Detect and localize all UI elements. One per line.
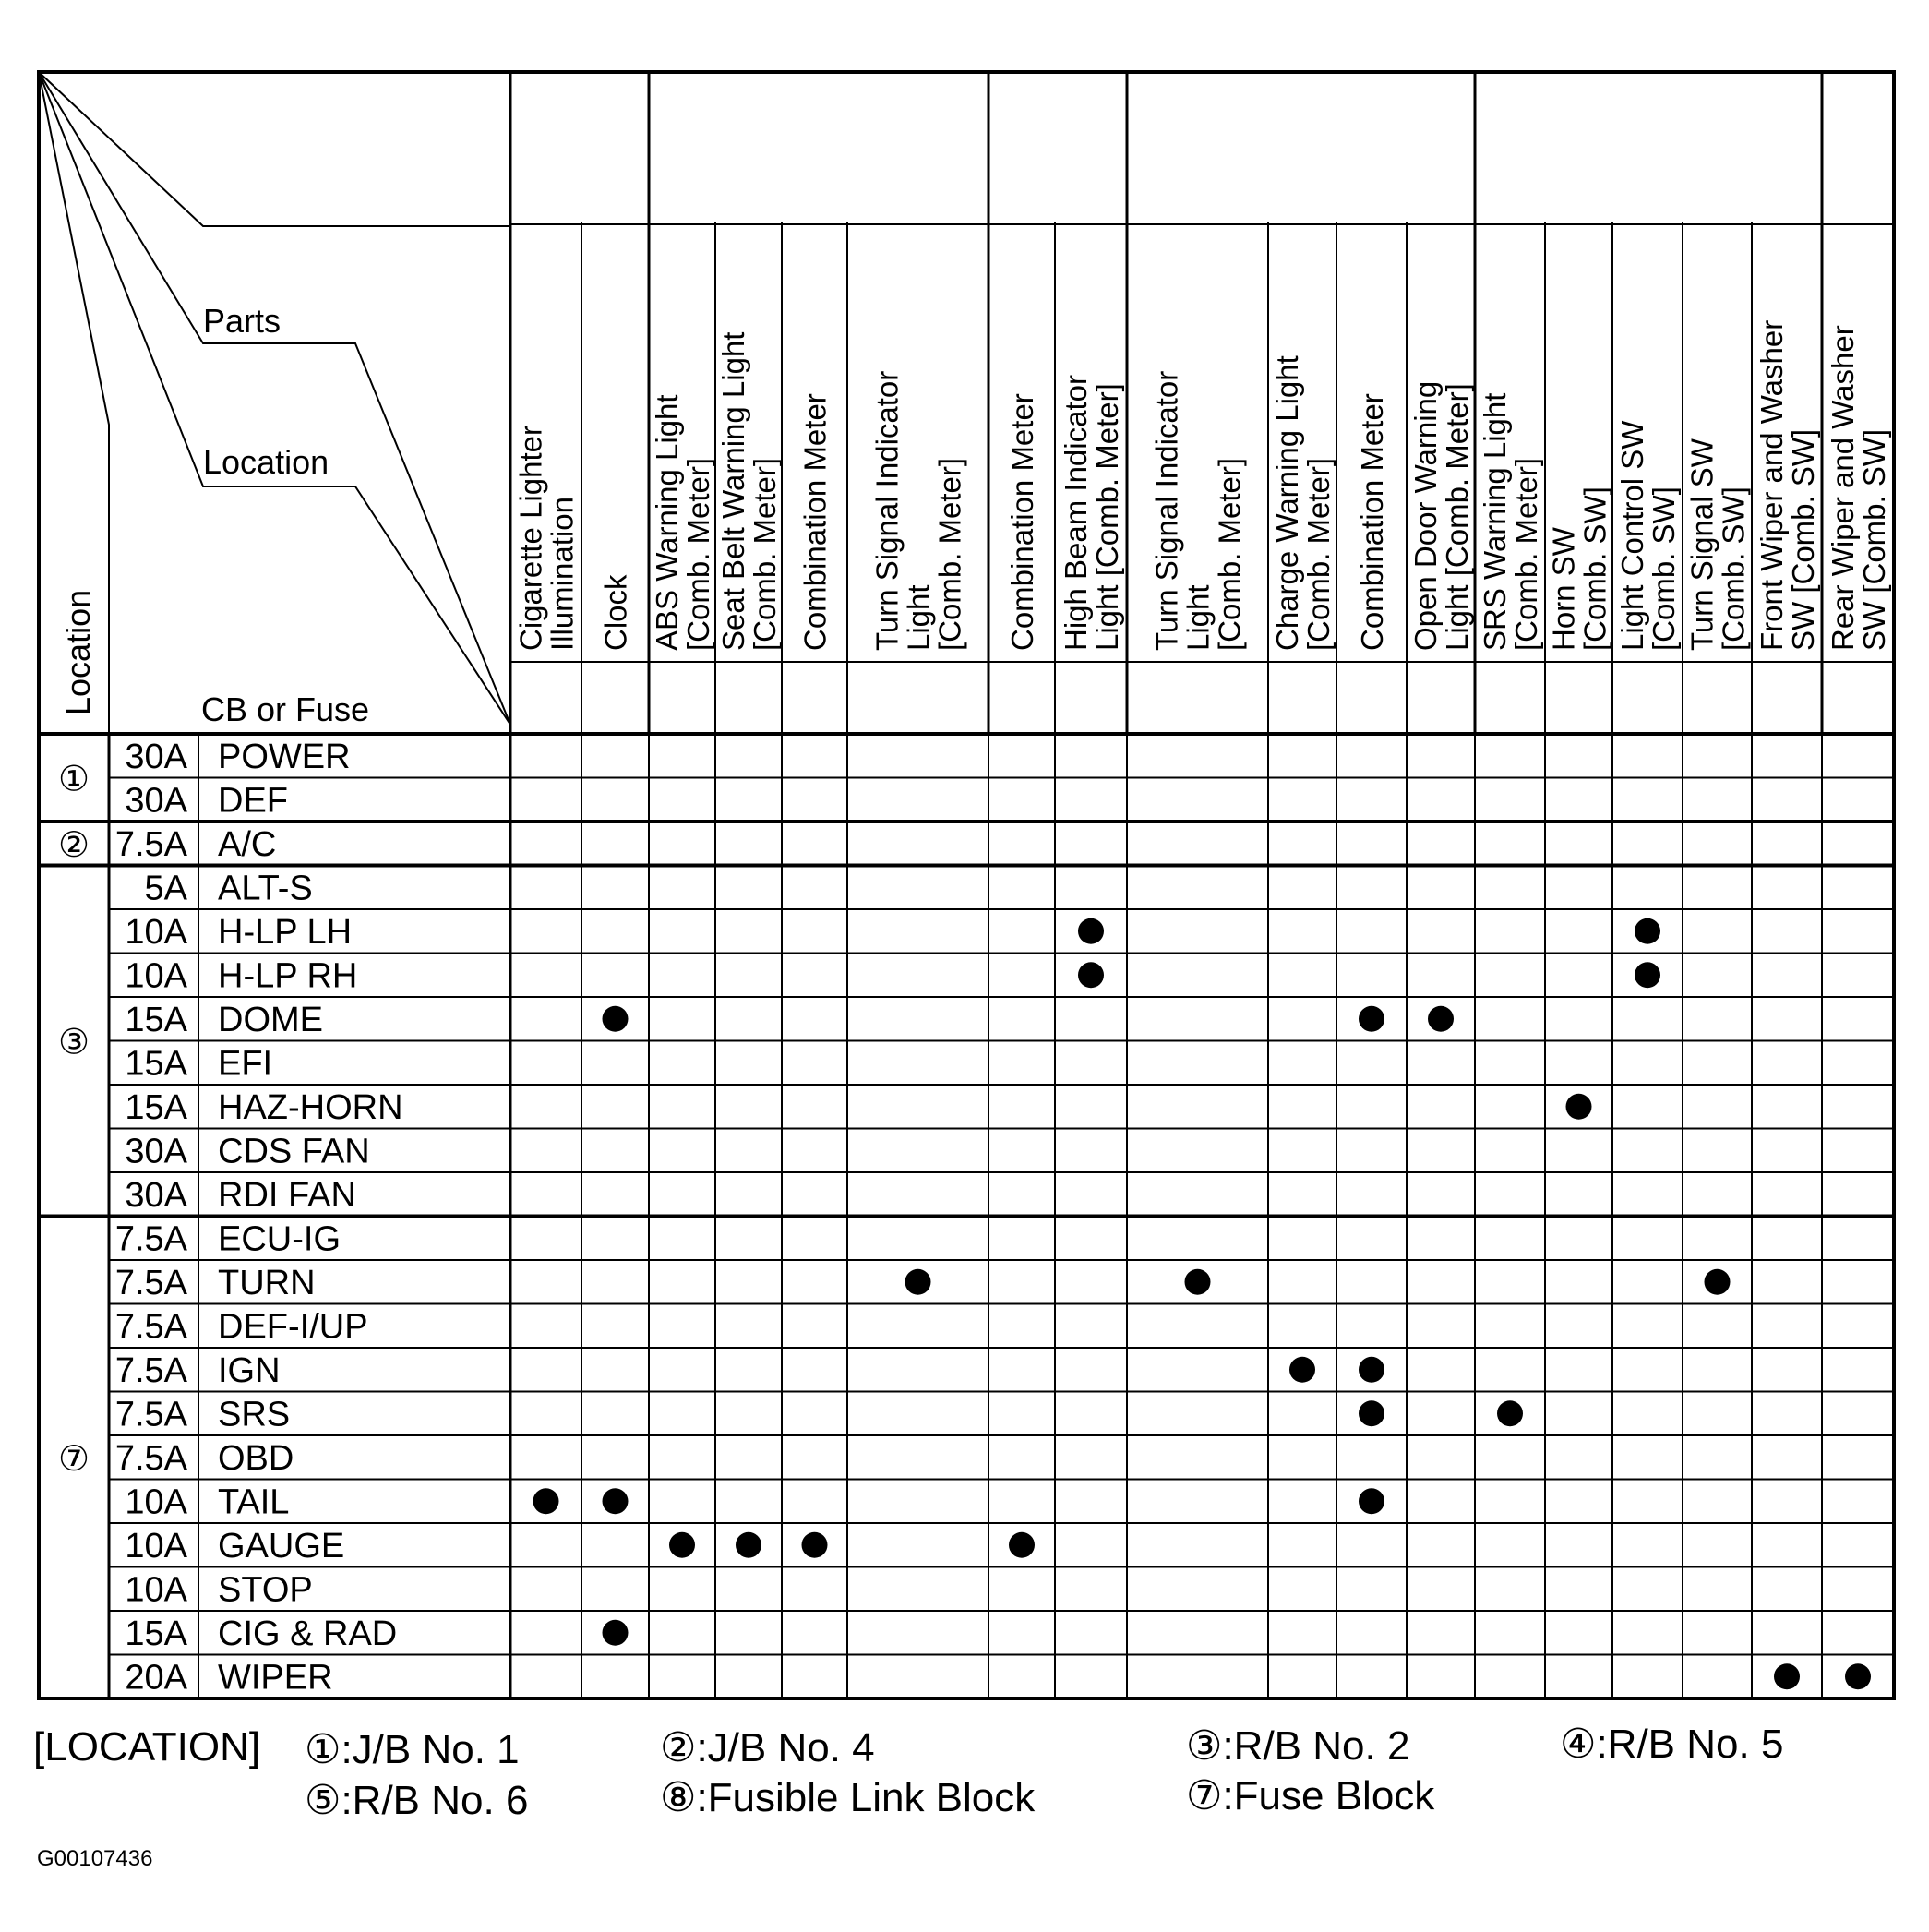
connection-dot xyxy=(669,1532,695,1558)
column-header: Combination Meter xyxy=(797,393,833,651)
fuse-amperage: 10A xyxy=(125,1482,187,1522)
location-symbol: ③ xyxy=(57,1023,90,1062)
legend-title: [LOCATION] xyxy=(33,1724,261,1770)
connection-dot xyxy=(1566,1094,1592,1120)
column-header: [Comb. SW] xyxy=(1716,486,1751,651)
legend-location-7: ⑦:Fuse Block xyxy=(1186,1773,1435,1818)
fuse-amperage: 7.5A xyxy=(114,1219,187,1259)
column-header: Combination Meter xyxy=(1355,393,1389,651)
connection-dot xyxy=(1078,962,1104,988)
fuse-name: TAIL xyxy=(218,1482,290,1522)
fuse-amperage: 10A xyxy=(125,956,187,996)
column-header: Illumination xyxy=(545,497,580,651)
fuse-name: ECU-IG xyxy=(218,1219,341,1259)
fuse-amperage: 20A xyxy=(125,1658,187,1698)
column-header: Turn Signal Indicator xyxy=(869,370,905,651)
column-header: [Comb. Meter] xyxy=(932,457,967,651)
connection-dot xyxy=(1009,1532,1035,1558)
fuse-name: DOME xyxy=(218,1000,323,1039)
connection-dot xyxy=(1497,1400,1523,1426)
cb-or-fuse-label: CB or Fuse xyxy=(201,690,370,728)
fuse-amperage: 5A xyxy=(144,869,187,908)
fuse-name: EFI xyxy=(218,1044,273,1084)
fuse-name: HAZ-HORN xyxy=(218,1087,403,1127)
fuse-amperage: 7.5A xyxy=(114,1395,187,1434)
column-header: High Beam Indicator xyxy=(1059,375,1093,651)
column-header: Rear Wiper and Washer xyxy=(1826,325,1860,651)
column-header: [Comb. Meter] xyxy=(681,457,715,651)
column-header: Turn Signal SW xyxy=(1684,438,1719,651)
connection-dot xyxy=(1635,962,1660,988)
column-header: Charge Warning Light xyxy=(1270,355,1304,651)
fuse-amperage: 15A xyxy=(125,1044,187,1084)
fuse-name: RDI FAN xyxy=(218,1175,356,1215)
figure-code: G00107436 xyxy=(37,1846,153,1871)
fuse-name: ALT-S xyxy=(218,869,313,908)
connection-dot xyxy=(1845,1663,1871,1689)
column-header: Light [Comb. Meter] xyxy=(1440,383,1474,651)
column-header: Light [Comb. Meter] xyxy=(1090,383,1124,651)
fuse-name: GAUGE xyxy=(218,1526,345,1566)
legend-location-2: ②:J/B No. 4 xyxy=(660,1725,875,1770)
connection-dot xyxy=(1359,1006,1384,1032)
fuse-amperage: 7.5A xyxy=(114,1263,187,1302)
fuse-amperage: 7.5A xyxy=(114,1307,187,1347)
fuse-name: OBD xyxy=(218,1438,294,1478)
row-location-label: Location xyxy=(59,589,97,715)
column-header: SRS Warning Light xyxy=(1478,392,1512,651)
fuse-name: CDS FAN xyxy=(218,1132,370,1171)
fuse-amperage: 7.5A xyxy=(114,1350,187,1390)
diagonal-parts-top xyxy=(39,72,510,226)
column-header: Horn SW xyxy=(1546,527,1581,651)
connection-dot xyxy=(603,1006,629,1032)
fuse-amperage: 30A xyxy=(125,781,187,821)
fuse-name: H-LP RH xyxy=(218,956,358,996)
fuse-amperage: 15A xyxy=(125,1087,187,1127)
connection-dot xyxy=(1359,1357,1384,1383)
fuse-name: WIPER xyxy=(218,1658,333,1698)
connection-dot xyxy=(1635,918,1660,944)
fuse-amperage: 7.5A xyxy=(114,1438,187,1478)
column-header: Combination Meter xyxy=(1005,393,1039,651)
legend-location-4: ④:R/B No. 5 xyxy=(1560,1722,1784,1767)
connection-dot xyxy=(603,1620,629,1646)
fuse-amperage: 7.5A xyxy=(114,824,187,864)
connection-dot xyxy=(1428,1006,1454,1032)
column-header: [Comb. SW] xyxy=(1577,486,1612,651)
parts-label: Parts xyxy=(203,302,282,340)
column-header: Clock xyxy=(598,574,633,651)
legend-location-1: ①:J/B No. 1 xyxy=(305,1727,520,1772)
connection-dot xyxy=(905,1269,931,1295)
legend-location-3: ③:R/B No. 2 xyxy=(1186,1723,1410,1769)
location-label: Location xyxy=(203,443,329,481)
fuse-name: DEF xyxy=(218,781,288,821)
column-header: [Comb. SW] xyxy=(1647,486,1681,651)
column-header: [Comb. Meter] xyxy=(748,457,782,651)
column-header: Cigarette Lighter xyxy=(513,426,548,651)
connection-dot xyxy=(533,1488,559,1514)
location-symbol: ⑦ xyxy=(57,1439,90,1479)
fuse-amperage: 10A xyxy=(125,1526,187,1566)
fuse-name: CIG & RAD xyxy=(218,1614,398,1653)
legend-location-8: ⑧:Fusible Link Block xyxy=(660,1775,1036,1820)
fuse-name: H-LP LH xyxy=(218,912,353,952)
connection-dot xyxy=(802,1532,828,1558)
column-header: Front Wiper and Washer xyxy=(1755,319,1789,651)
connection-dot xyxy=(736,1532,761,1558)
column-header: [Comb. Meter] xyxy=(1509,457,1543,651)
column-header: Turn Signal Indicator xyxy=(1149,370,1184,651)
fuse-name: DEF-I/UP xyxy=(218,1307,368,1347)
fuse-name: A/C xyxy=(218,824,277,864)
column-header: SW [Comb. SW] xyxy=(1857,428,1891,651)
connection-dot xyxy=(1289,1357,1315,1383)
connection-dot xyxy=(1078,918,1104,944)
location-symbol: ① xyxy=(57,760,90,799)
fuse-name: TURN xyxy=(218,1263,316,1302)
column-header: Light xyxy=(901,584,936,651)
column-header: [Comb. Meter] xyxy=(1212,457,1247,651)
fuse-amperage: 10A xyxy=(125,1570,187,1610)
column-header: Light xyxy=(1180,584,1216,651)
location-symbol: ② xyxy=(57,825,90,865)
fuse-name: POWER xyxy=(218,737,351,776)
fuse-amperage: 30A xyxy=(125,737,187,776)
connection-dot xyxy=(1359,1400,1384,1426)
connection-dot xyxy=(1185,1269,1211,1295)
fuse-amperage: 10A xyxy=(125,912,187,952)
column-header: ABS Warning Light xyxy=(650,394,684,651)
connection-dot xyxy=(1774,1663,1800,1689)
column-header: SW [Comb. SW] xyxy=(1786,428,1820,651)
connection-dot xyxy=(1705,1269,1731,1295)
connection-dot xyxy=(1359,1488,1384,1514)
fuse-amperage: 30A xyxy=(125,1132,187,1171)
column-header: Open Door Warning xyxy=(1408,380,1443,651)
fuse-amperage: 30A xyxy=(125,1175,187,1215)
column-header: Light Control SW xyxy=(1615,420,1649,651)
legend-location-5: ⑤:R/B No. 6 xyxy=(305,1778,529,1823)
column-header: [Comb. Meter] xyxy=(1301,457,1336,651)
fuse-name: IGN xyxy=(218,1350,281,1390)
fuse-name: SRS xyxy=(218,1395,291,1434)
fuse-name: STOP xyxy=(218,1570,313,1610)
table-frame xyxy=(39,72,1894,1698)
connection-dot xyxy=(603,1488,629,1514)
fuse-amperage: 15A xyxy=(125,1000,187,1039)
column-header: Seat Belt Warning Light xyxy=(716,331,750,651)
fuse-amperage: 15A xyxy=(125,1614,187,1653)
